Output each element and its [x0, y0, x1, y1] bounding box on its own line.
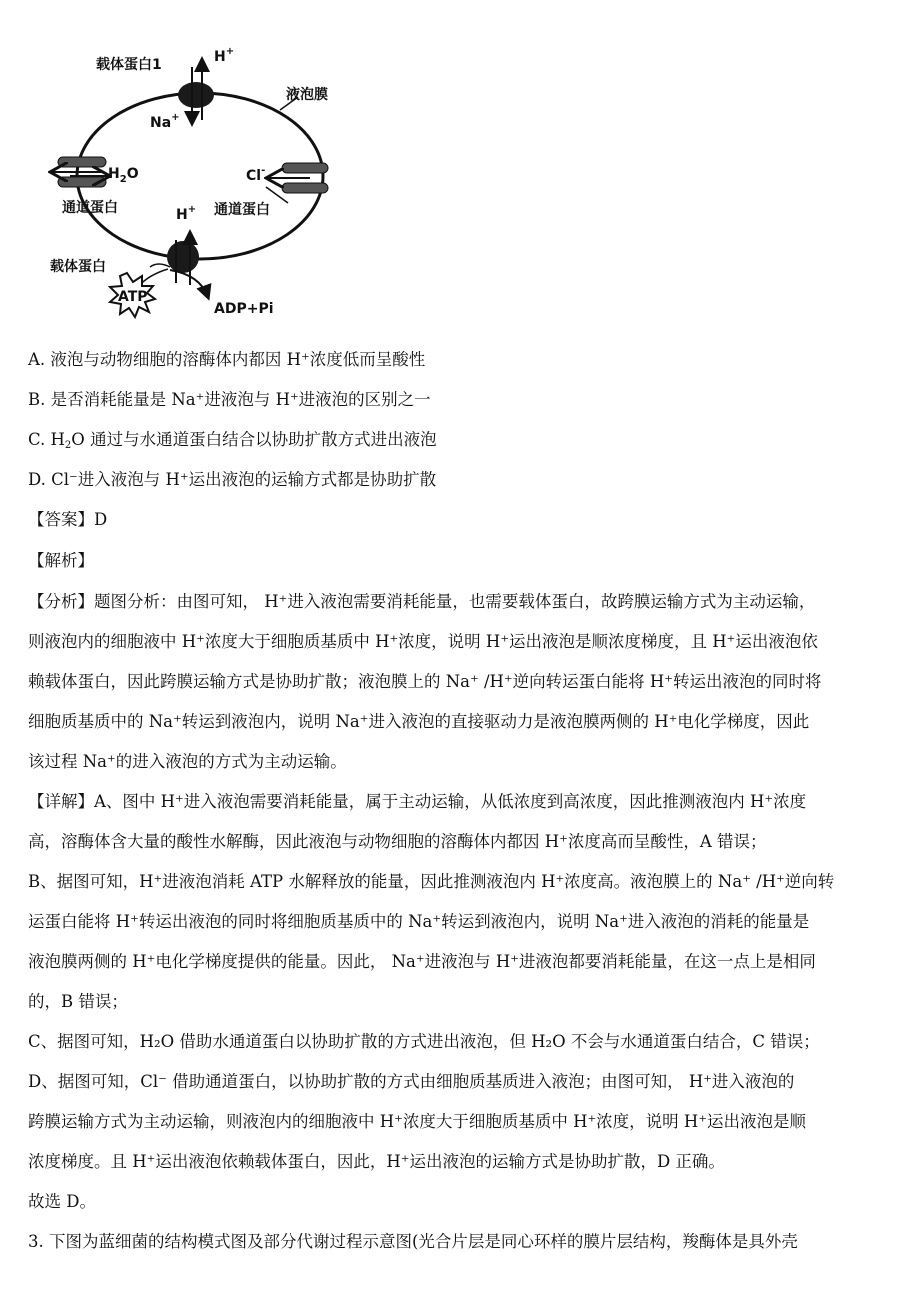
text-line: 该过程 Na⁺的进入液泡的方式为主动运输。 [28, 752, 347, 771]
text-line: C、据图可知，H₂O 借助水通道蛋白以协助扩散的方式进出液泡，但 H₂O 不会与水通道蛋白结合，C 错误； [28, 1032, 820, 1051]
vacuole-diagram-svg [30, 35, 370, 340]
carrier-protein-label: 载体蛋白 [50, 259, 106, 275]
text-line: 跨膜运输方式为主动运输，则液泡内的细胞液中 H⁺浓度大于细胞质基质中 H⁺浓度，说明 H⁺运出液泡是顺 [28, 1112, 807, 1131]
option-b: B. 是否消耗能量是 Na⁺进液泡与 H⁺进液泡的区别之一 [28, 390, 431, 409]
na-label: Na+ [150, 112, 180, 131]
answer: 【答案】D [28, 510, 108, 529]
text-line: 的，B 错误； [28, 992, 128, 1011]
h-top-label: H+ [214, 46, 235, 65]
text-line: 【分析】题图分析：由图可知， H⁺进入液泡需要消耗能量，也需要载体蛋白，故跨膜运输方式为主动运输， [28, 592, 816, 611]
h2o-label: $H_2O$ [108, 166, 139, 185]
carrier-protein-atp [167, 241, 199, 273]
text-line: 赖载体蛋白，因此跨膜运输方式是协助扩散；液泡膜上的 Na⁺ /H⁺逆向转运蛋白能将 H⁺转运出液泡的同时将 [28, 672, 822, 691]
cl-label: Cl- [246, 165, 266, 184]
water-channel-protein [52, 157, 108, 187]
text-line: 液泡膜两侧的 H⁺电化学梯度提供的能量。因此， Na⁺进液泡与 H⁺进液泡都要消耗能量，在这一点上是相同 [28, 952, 816, 971]
option-a: A. 液泡与动物细胞的溶酶体内都因 H⁺浓度低而呈酸性 [28, 350, 426, 369]
text-line: 故选 D。 [28, 1192, 96, 1211]
analysis-header: 【解析】 [28, 551, 94, 570]
text-line: 浓度梯度。且 H⁺运出液泡依赖载体蛋白，因此，H⁺运出液泡的运输方式是协助扩散，D 正确。 [28, 1152, 725, 1171]
h-bottom-label: H+ [176, 204, 197, 223]
adp-pi-label: ADP+Pi [214, 301, 274, 317]
atp-label: ATP [118, 289, 148, 305]
text-line: B、据图可知，H⁺进液泡消耗 ATP 水解释放的能量，因此推测液泡内 H⁺浓度高。液泡膜上的 Na⁺ /H⁺逆向转 [28, 872, 835, 891]
option-d: D. Cl⁻进入液泡与 H⁺运出液泡的运输方式都是协助扩散 [28, 470, 437, 489]
text-line: 运蛋白能将 H⁺转运出液泡的同时将细胞质基质中的 Na⁺转运到液泡内，说明 Na⁺进入液泡的消耗的能量是 [28, 912, 810, 931]
option-c: C. $H_2O$ 通过与水通道蛋白结合以协助扩散方式进出液泡 [28, 430, 437, 451]
text-line: 【详解】A、图中 H⁺进入液泡需要消耗能量，属于主动运输，从低浓度到高浓度，因此推测液泡内 H⁺浓度 [28, 792, 807, 811]
channel-protein-left-label: 通道蛋白 [62, 200, 118, 216]
vacuole-diagram [30, 35, 370, 340]
text-line: 细胞质基质中的 Na⁺转运到液泡内，说明 Na⁺进入液泡的直接驱动力是液泡膜两侧的 H⁺电化学梯度，因此 [28, 712, 810, 731]
text-line: 则液泡内的细胞液中 H⁺浓度大于细胞质基质中 H⁺浓度，说明 H⁺运出液泡是顺浓度梯度，且 H⁺运出液泡依 [28, 632, 818, 651]
text-line: D、据图可知，Cl⁻ 借助通道蛋白，以协助扩散的方式由细胞质基质进入液泡；由图可知， H⁺进入液泡的 [28, 1072, 795, 1091]
text-line: 高，溶酶体含大量的酸性水解酶，因此液泡与动物细胞的溶酶体内都因 H⁺浓度高而呈酸性，A 错误； [28, 832, 767, 851]
carrier-protein-1-label: 载体蛋白1 [96, 57, 162, 73]
channel-protein-right-label: 通道蛋白 [214, 202, 270, 218]
carrier-protein-1 [178, 82, 214, 108]
question-3-intro: 3. 下图为蓝细菌的结构模式图及部分代谢过程示意图(光合片层是同心环样的膜片层结构，羧酶体是具外壳 [28, 1232, 798, 1251]
vacuole-membrane-label: 液泡膜 [286, 87, 328, 103]
